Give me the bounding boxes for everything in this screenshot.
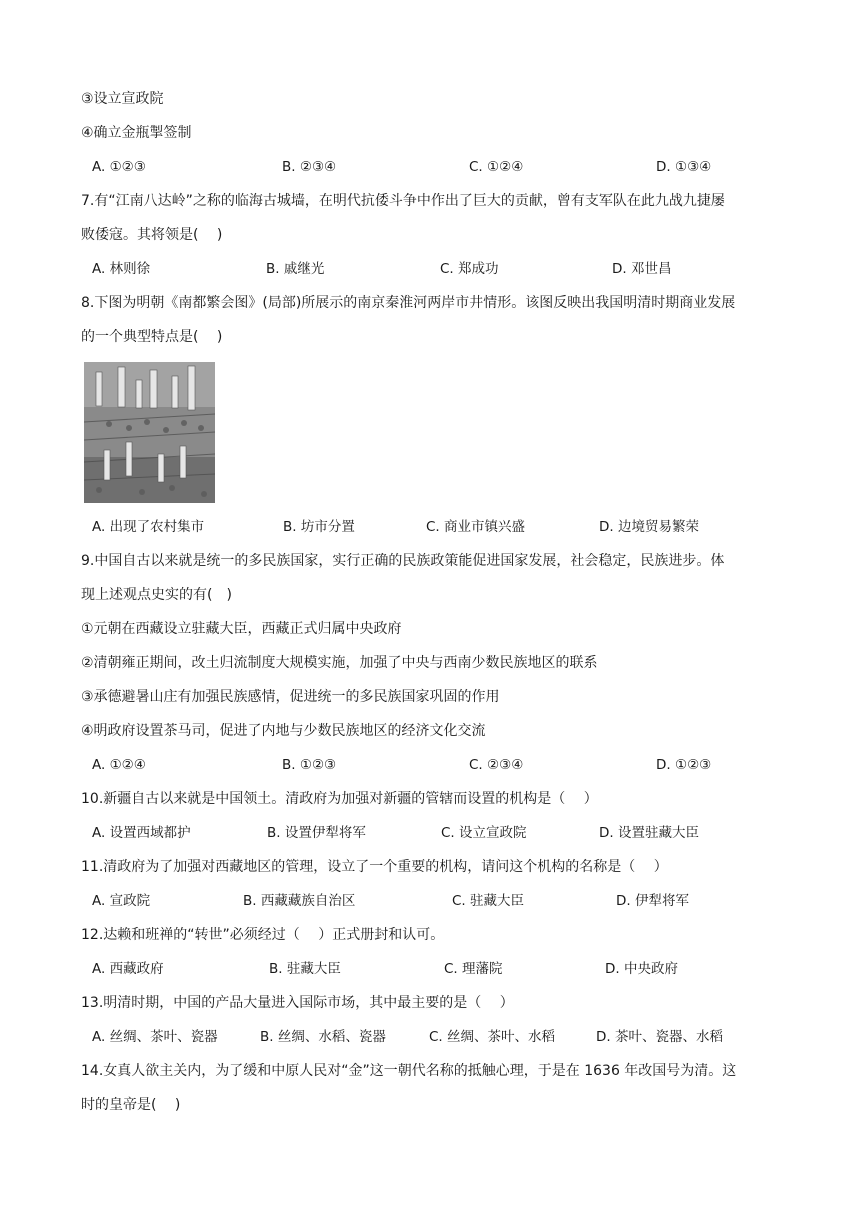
q6-options bbox=[92, 157, 842, 177]
q9-options bbox=[92, 755, 842, 775]
option-a[interactable]: A. 宣政院 bbox=[92, 893, 151, 909]
q7-stem-line1: 7.有“江南八达岭”之称的临海古城墙，在明代抗倭斗争中作出了巨大的贡献，曾有支军队在此九战九捷屡 bbox=[81, 193, 725, 209]
option-a[interactable]: A. 西藏政府 bbox=[92, 961, 164, 977]
q7-options bbox=[92, 259, 842, 279]
option-c[interactable]: C. 郑成功 bbox=[440, 261, 499, 277]
q13-options bbox=[92, 1027, 842, 1047]
option-b[interactable]: B. 设置伊犁将军 bbox=[267, 825, 366, 841]
option-a[interactable]: A. 出现了农村集市 bbox=[92, 519, 205, 535]
option-a[interactable]: A. 设置西域都护 bbox=[92, 825, 191, 841]
option-d[interactable]: D. ①②③ bbox=[656, 757, 712, 773]
option-a[interactable]: A. ①②③ bbox=[92, 159, 146, 175]
q9-stem-line2: 现上述观点史实的有( ) bbox=[81, 587, 232, 603]
option-d[interactable]: D. 邓世昌 bbox=[612, 261, 672, 277]
option-c[interactable]: C. 商业市镇兴盛 bbox=[426, 519, 526, 535]
q7-stem-line2: 败倭寇。其将领是( ) bbox=[81, 227, 223, 243]
option-c[interactable]: C. ①②④ bbox=[469, 159, 524, 175]
q8-stem-line1: 8.下图为明朝《南都繁会图》(局部)所展示的南京秦淮河两岸市井情形。该图反映出我国明清时期商业发展 bbox=[81, 295, 736, 311]
q9-item-3: ③承德避暑山庄有加强民族感情，促进统一的多民族国家巩固的作用 bbox=[81, 689, 500, 705]
option-d[interactable]: D. 设置驻藏大臣 bbox=[599, 825, 699, 841]
option-c[interactable]: C. 丝绸、茶叶、水稻 bbox=[429, 1029, 556, 1045]
option-b[interactable]: B. 丝绸、水稻、瓷器 bbox=[260, 1029, 386, 1045]
q9-item-2: ②清朝雍正期间，改土归流制度大规模实施，加强了中央与西南少数民族地区的联系 bbox=[81, 655, 598, 671]
q14-stem-line1: 14.女真人欲主关内，为了缓和中原人民对“金”这一朝代名称的抵触心理，于是在 1636 年改国号为清。这 bbox=[81, 1063, 737, 1079]
q10-options bbox=[92, 823, 842, 843]
q9-stem-line1: 9.中国自古以来就是统一的多民族国家，实行正确的民族政策能促进国家发展，社会稳定，民族进步。体 bbox=[81, 553, 725, 569]
option-b[interactable]: B. ①②③ bbox=[282, 757, 337, 773]
option-b[interactable]: B. 西藏藏族自治区 bbox=[243, 893, 356, 909]
option-c[interactable]: C. 驻藏大臣 bbox=[452, 893, 525, 909]
option-b[interactable]: B. 戚继光 bbox=[266, 261, 325, 277]
option-c[interactable]: C. 理藩院 bbox=[444, 961, 503, 977]
option-d[interactable]: D. 边境贸易繁荣 bbox=[599, 519, 699, 535]
q12-stem: 12.达赖和班禅的“转世”必须经过（ ）正式册封和认可。 bbox=[81, 927, 445, 943]
q8-options bbox=[92, 517, 842, 537]
q8-stem-line2: 的一个典型特点是( ) bbox=[81, 329, 223, 345]
q13-stem: 13.明清时期，中国的产品大量进入国际市场，其中最主要的是（ ） bbox=[81, 995, 514, 1011]
option-b[interactable]: B. ②③④ bbox=[282, 159, 337, 175]
option-d[interactable]: D. 茶叶、瓷器、水稻 bbox=[596, 1029, 723, 1045]
q9-item-1: ①元朝在西藏设立驻藏大臣，西藏正式归属中央政府 bbox=[81, 621, 402, 637]
q9-item-4: ④明政府设置茶马司，促进了内地与少数民族地区的经济文化交流 bbox=[81, 723, 486, 739]
q6-item-3: ③设立宣政院 bbox=[81, 91, 164, 107]
q14-stem-line2: 时的皇帝是( ) bbox=[81, 1097, 181, 1113]
option-a[interactable]: A. 丝绸、茶叶、瓷器 bbox=[92, 1029, 218, 1045]
option-d[interactable]: D. 伊犁将军 bbox=[616, 893, 689, 909]
option-d[interactable]: D. ①③④ bbox=[656, 159, 712, 175]
option-d[interactable]: D. 中央政府 bbox=[605, 961, 678, 977]
q12-options bbox=[92, 959, 842, 979]
q10-stem: 10.新疆自古以来就是中国领土。清政府为加强对新疆的管辖而设置的机构是（ ） bbox=[81, 791, 598, 807]
q6-item-4: ④确立金瓶掣签制 bbox=[81, 125, 192, 141]
option-b[interactable]: B. 驻藏大臣 bbox=[269, 961, 341, 977]
option-a[interactable]: A. 林则徐 bbox=[92, 261, 151, 277]
q11-stem: 11.清政府为了加强对西藏地区的管理，设立了一个重要的机构，请问这个机构的名称是（ ） bbox=[81, 859, 668, 875]
option-b[interactable]: B. 坊市分置 bbox=[283, 519, 355, 535]
nandu-fanhui-painting-image bbox=[84, 362, 215, 503]
option-a[interactable]: A. ①②④ bbox=[92, 757, 146, 773]
q11-options bbox=[92, 891, 842, 911]
option-c[interactable]: C. ②③④ bbox=[469, 757, 524, 773]
option-c[interactable]: C. 设立宣政院 bbox=[441, 825, 527, 841]
